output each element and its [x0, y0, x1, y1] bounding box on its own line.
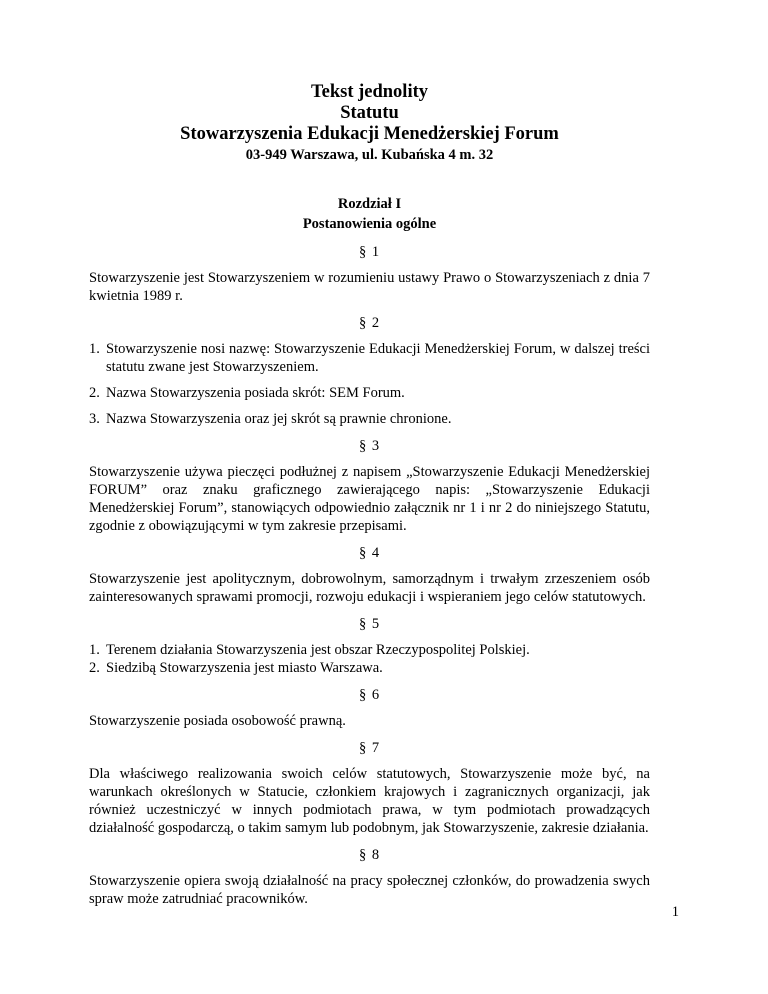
section-mark: § 2	[358, 315, 381, 331]
chapter-heading	[89, 194, 650, 234]
section-1	[89, 242, 650, 305]
section-7	[89, 738, 650, 837]
numbered-list	[89, 641, 650, 677]
section-text: Stowarzyszenie posiada osobowość prawną.	[89, 713, 346, 729]
numbered-list	[89, 340, 650, 428]
chapter-number: Rozdział I	[337, 196, 402, 212]
list-item	[89, 410, 650, 428]
item-text: Terenem działania Stowarzyszenia jest obszar Rzeczypospolitej Polskiej.	[106, 642, 530, 658]
item-text: Nazwa Stowarzyszenia oraz jej skrót są prawnie chronione.	[106, 411, 452, 427]
section-8	[89, 845, 650, 908]
item-number: 2.	[89, 660, 100, 676]
section-2	[89, 313, 650, 428]
document-type: Tekst jednolity	[310, 82, 429, 102]
section-mark: § 8	[358, 847, 381, 863]
document-header	[89, 0, 650, 165]
item-text: Siedzibą Stowarzyszenia jest miasto Warszawa.	[106, 660, 383, 676]
item-number: 3.	[89, 411, 100, 427]
section-5	[89, 614, 650, 677]
list-item	[89, 641, 650, 659]
section-text: Stowarzyszenie jest Stowarzyszeniem w rozumieniu ustawy Prawo o Stowarzyszeniach z dnia 7 kwietnia 1989 r.	[89, 270, 650, 304]
document-subtitle: Statutu	[340, 103, 399, 123]
list-item	[89, 384, 650, 402]
item-number: 1.	[89, 642, 100, 658]
organization-name: Stowarzyszenia Edukacji Menedżerskiej Forum	[180, 124, 559, 144]
item-number: 2.	[89, 385, 100, 401]
section-text: Dla właściwego realizowania swoich celów statutowych, Stowarzyszenie może być, na warunkach określonych w Statucie, członkiem krajowych i zagranicznych organizacji, jak również uczestniczyć w innych podmiotach prawa, w tym podmiotach prowadzących działalność gospodarczą, o takim samym lub podobnym, jak Stowarzyszenie, zakresie działania.	[89, 766, 650, 836]
section-mark: § 5	[358, 616, 381, 632]
list-item	[89, 340, 650, 376]
section-text: Stowarzyszenie opiera swoją działalność na pracy społecznej członków, do prowadzenia swych spraw może zatrudniać pracowników.	[89, 873, 650, 907]
section-3	[89, 436, 650, 535]
section-mark: § 6	[358, 687, 381, 703]
section-mark: § 1	[358, 244, 381, 260]
list-item	[89, 659, 650, 677]
chapter-title: Postanowienia ogólne	[302, 216, 437, 232]
section-text: Stowarzyszenie używa pieczęci podłużnej z napisem „Stowarzyszenie Edukacji Menedżerskiej FORUM” oraz znaku graficznego zawierającego napis: „Stowarzyszenie Edukacji Menedżerskiej Forum”, stanowiących odpowiednio załącznik nr 1 i nr 2 do niniejszego Statutu, zgodnie z obowiązującymi w tym zakresie przepisami.	[89, 464, 650, 534]
page-number: 1	[671, 904, 679, 920]
organization-address: 03-949 Warszawa, ul. Kubańska 4 m. 32	[245, 147, 494, 163]
section-text: Stowarzyszenie jest apolitycznym, dobrowolnym, samorządnym i trwałym zrzeszeniem osób zainteresowanych sprawami promocji, rozwoju edukacji i wspieraniem jego celów statutowych.	[89, 571, 650, 605]
section-mark: § 3	[358, 438, 381, 454]
section-6	[89, 685, 650, 730]
section-mark: § 4	[358, 545, 381, 561]
section-mark: § 7	[358, 740, 381, 756]
item-text: Stowarzyszenie nosi nazwę: Stowarzyszenie Edukacji Menedżerskiej Forum, w dalszej treści statutu zwane jest Stowarzyszeniem.	[106, 341, 650, 375]
item-text: Nazwa Stowarzyszenia posiada skrót: SEM Forum.	[106, 385, 405, 401]
section-4	[89, 543, 650, 606]
item-number: 1.	[89, 341, 100, 357]
